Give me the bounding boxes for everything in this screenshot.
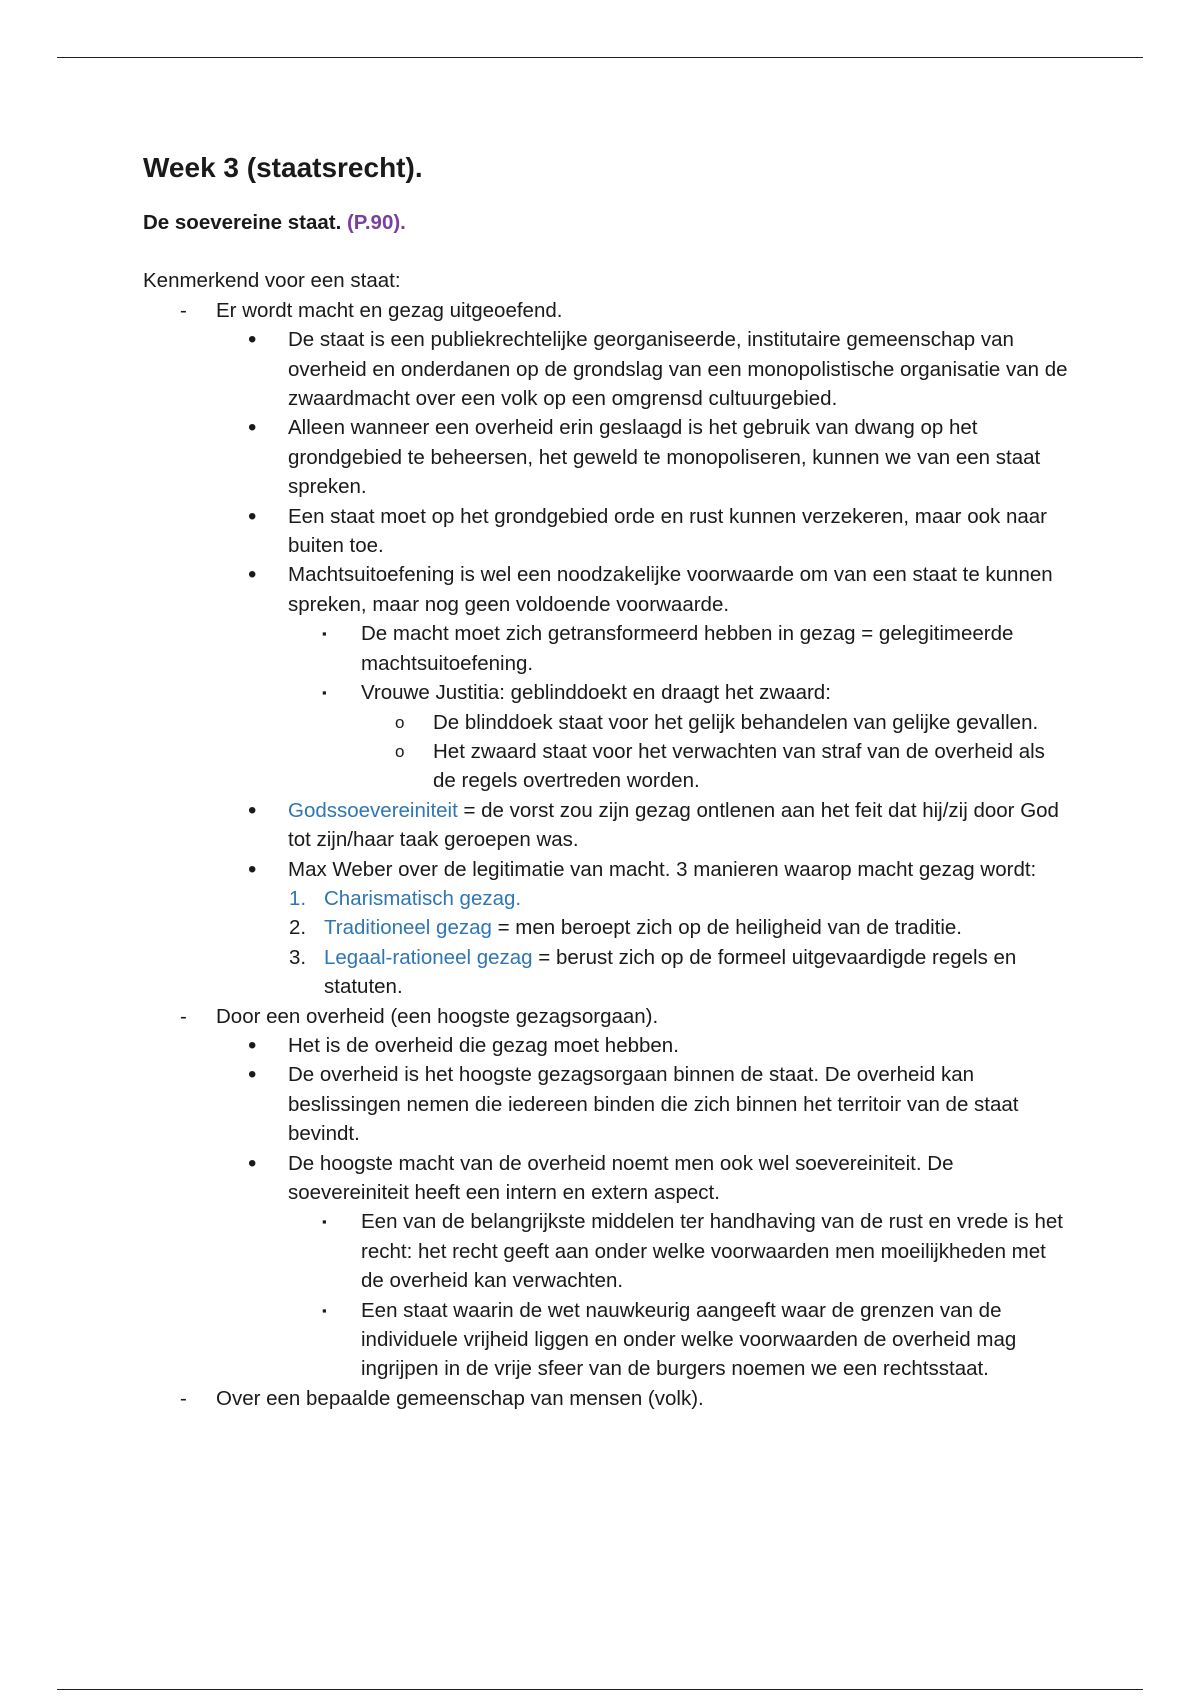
list-item-square	[143, 1207, 1073, 1295]
list-item-bullet	[143, 796, 1073, 855]
bullet-marker: •	[248, 796, 257, 824]
list-item-bullet	[143, 560, 1073, 619]
circle-marker: o	[395, 741, 405, 761]
document-body	[143, 140, 1073, 1413]
list-item-bullet	[143, 1060, 1073, 1148]
term-godssoevereiniteit: Godssoevereiniteit	[288, 798, 458, 822]
list-item-circle	[143, 737, 1073, 796]
section-title	[143, 208, 1073, 237]
bullet-marker: •	[248, 326, 257, 354]
dash-marker: -	[180, 1386, 187, 1410]
list-item-text: Alleen wanneer een overheid erin geslaagd is het gebruik van dwang op het grondgebied te beheersen, het geweld te monopoliseren, kunnen we van een staat spreken.	[288, 416, 1041, 499]
list-item-dash	[143, 296, 1073, 325]
list-item-text: De overheid is het hoogste gezagsorgaan binnen de staat. De overheid kan beslissingen nemen die iedereen binden die zich binnen het territoir van de staat bevindt.	[288, 1063, 1019, 1146]
list-item-circle	[143, 708, 1073, 737]
square-marker: ▪	[322, 685, 327, 701]
circle-marker: o	[395, 712, 405, 732]
list-item-dash	[143, 1002, 1073, 1031]
list-item-text: Het zwaard staat voor het verwachten van straf van de overheid als de regels overtreden worden.	[433, 739, 1045, 793]
bullet-marker: •	[248, 414, 257, 442]
number-marker: 3.	[289, 945, 307, 969]
dash-marker: -	[180, 1004, 187, 1028]
term-charismatisch-gezag: Charismatisch gezag.	[324, 886, 522, 910]
list-item-text: = berust zich op de formeel uitgevaardigde regels en statuten.	[324, 945, 1017, 999]
list-item-text: De staat is een publiekrechtelijke georganiseerde, institutaire gemeenschap van overheid en onderdanen op de grondslag van een monopolistische organisatie van de zwaardmacht over een volk op een omgrensd cultuurgebied.	[288, 328, 1068, 411]
bullet-marker: •	[248, 1031, 257, 1059]
header-rule	[57, 57, 1143, 58]
section-title-text: De soevereine staat.	[143, 211, 342, 234]
bullet-marker: •	[248, 502, 257, 530]
list-item-bullet	[143, 1149, 1073, 1208]
list-item-bullet	[143, 855, 1073, 884]
list-item-text: Max Weber over de legitimatie van macht. 3 manieren waarop macht gezag wordt:	[288, 857, 1037, 881]
square-marker: ▪	[322, 626, 327, 642]
list-item-bullet	[143, 502, 1073, 561]
bullet-marker: •	[248, 855, 257, 883]
list-item-text: Machtsuitoefening is wel een noodzakelijke voorwaarde om van een staat te kunnen spreken, maar nog geen voldoende voorwaarde.	[288, 563, 1053, 616]
list-item-square	[143, 678, 1073, 707]
dash-marker: -	[180, 298, 187, 322]
list-item-text: Een staat waarin de wet nauwkeurig aangeeft waar de grenzen van de individuele vrijheid liggen en onder welke voorwaarden de overheid mag ingrijpen in de vrije sfeer van de burgers noemen we een rechtsstaat.	[361, 1298, 1017, 1381]
page-reference: (P.90).	[346, 211, 406, 234]
number-marker: 2.	[289, 916, 307, 940]
list-item-text: = de vorst zou zijn gezag ontlenen aan het feit dat hij/zij door God tot zijn/haar taak geroepen was.	[288, 798, 1059, 852]
list-item-bullet	[143, 325, 1073, 413]
page-title: Week 3 (staatsrecht).	[143, 152, 423, 183]
footer-rule	[57, 1689, 1143, 1690]
numbered-item	[143, 884, 1073, 913]
list-item-dash	[143, 1384, 1073, 1413]
square-marker: ▪	[322, 1214, 327, 1230]
list-item-text: Een staat moet op het grondgebied orde en rust kunnen verzekeren, maar ook naar buiten toe.	[288, 504, 1047, 558]
list-item-text: Een van de belangrijkste middelen ter handhaving van de rust en vrede is het recht: het recht geeft aan onder welke voorwaarden men moeilijkheden met de overheid kan verwachten.	[361, 1210, 1064, 1293]
term-traditioneel-gezag: Traditioneel gezag	[324, 916, 492, 940]
bullet-marker: •	[248, 1149, 257, 1177]
square-marker: ▪	[322, 1302, 327, 1318]
list-item-text: Er wordt macht en gezag uitgeoefend.	[216, 298, 563, 322]
numbered-item	[143, 943, 1073, 1002]
list-item-text: Het is de overheid die gezag moet hebben.	[288, 1033, 679, 1057]
list-item-text: Door een overheid (een hoogste gezagsorgaan).	[216, 1004, 659, 1028]
number-marker: 1.	[289, 886, 307, 910]
list-item-bullet	[143, 1031, 1073, 1060]
list-item-bullet	[143, 413, 1073, 501]
list-item-square	[143, 619, 1073, 678]
bullet-marker: •	[248, 561, 257, 589]
term-legaal-rationeel-gezag: Legaal-rationeel gezag	[324, 945, 533, 969]
numbered-item	[143, 913, 1073, 942]
list-item-text: Vrouwe Justitia: geblinddoekt en draagt het zwaard:	[361, 681, 831, 705]
list-item-text: = men beroept zich op de heiligheid van de traditie.	[491, 916, 963, 940]
intro-text: Kenmerkend voor een staat:	[143, 269, 401, 293]
bullet-marker: •	[248, 1061, 257, 1089]
list-item-text: Over een bepaalde gemeenschap van mensen (volk).	[216, 1386, 704, 1410]
list-item-text: De hoogste macht van de overheid noemt men ook wel soevereiniteit. De soevereiniteit heeft een intern en extern aspect.	[288, 1151, 954, 1204]
list-item-square	[143, 1296, 1073, 1384]
list-item-text: De macht moet zich getransformeerd hebben in gezag = gelegitimeerde machtsuitoefening.	[361, 622, 1014, 675]
list-item-text: De blinddoek staat voor het gelijk behandelen van gelijke gevallen.	[433, 710, 1039, 734]
